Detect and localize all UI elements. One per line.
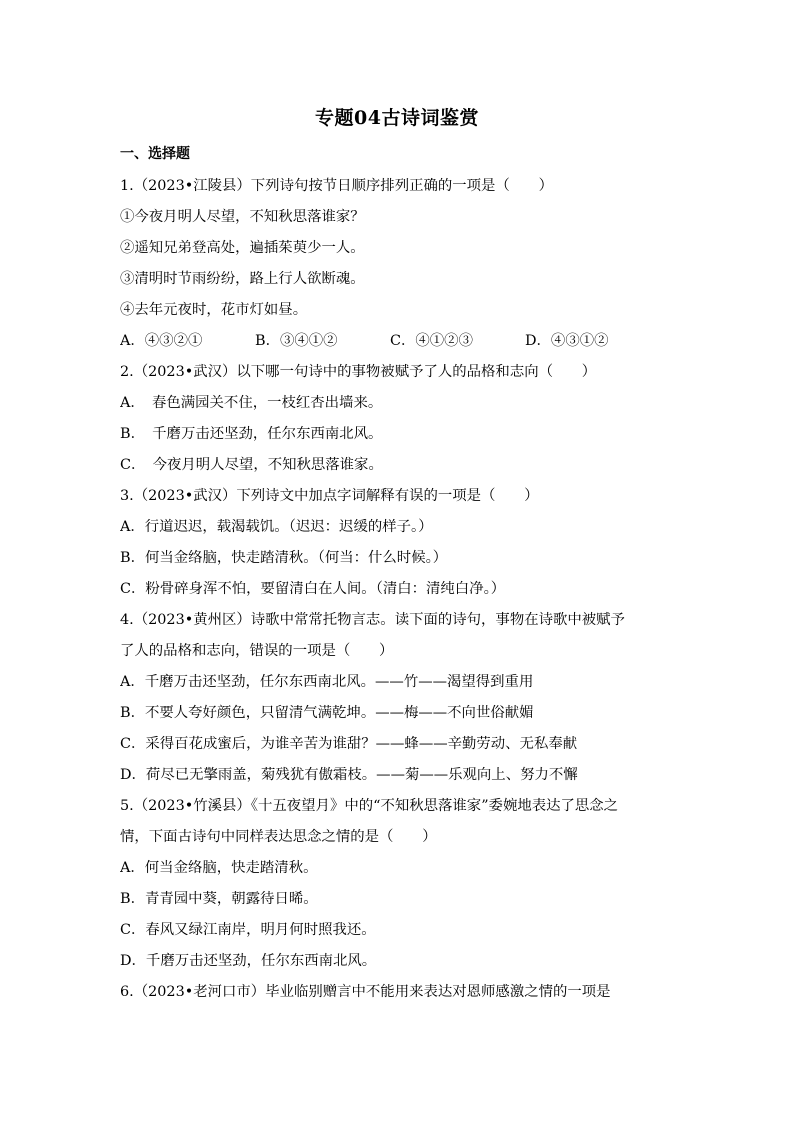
q1-option-d: D．④③①② [525,333,609,349]
q1-poem-line: ①今夜月明人尽望，不知秋思落谁家？ [120,209,365,225]
q4-option-b: B．不要人夸好颜色，只留清气满乾坤。——梅——不向世俗献媚 [120,705,534,721]
q2-option-b: B． 千磨万击还坚劲，任尔东西南北风。 [120,426,383,442]
q5-option-b: B．青青园中葵，朝露待日晞。 [120,891,318,907]
q3-option-c: C．粉骨碎身浑不怕，要留清白在人间。（清白：清纯白净。） [120,581,506,597]
q6-stem: 6.（2023•老河口市）毕业临别赠言中不能用来表达对恩师感激之情的一项是 [120,984,611,1000]
q5-stem: 5.（2023•竹溪县）《十五夜望月》中的“不知秋思落谁家”委婉地表达了思念之 [120,798,619,814]
q1-poem-line: ④去年元夜时，花市灯如昼。 [120,302,308,318]
q1-poem-line: ②遥知兄弟登高处，遍插茱萸少一人。 [120,240,365,256]
q1-option-b: B．③④①② [255,333,338,349]
q2-option-a: A． 春色满园关不住，一枝红杏出墙来。 [120,395,383,411]
q3-stem: 3.（2023•武汉）下列诗文中加点字词解释有误的一项是（ ） [120,488,539,504]
q2-option-c: C． 今夜月明人尽望，不知秋思落谁家。 [120,457,383,473]
q1-option-c: C．④①②③ [390,333,473,349]
q5-option-a: A．何当金络脑，快走踏清秋。 [120,860,318,876]
q4-option-a: A．千磨万击还坚劲，任尔东西南北风。——竹——渴望得到重用 [120,674,534,690]
q4-option-d: D．荷尽已无擎雨盖，菊残犹有傲霜枝。——菊——乐观向上、努力不懈 [120,767,578,783]
q1-options [120,330,680,361]
q4-stem-continued: 了人的品格和志向，错误的一项是（ ） [120,643,394,659]
section-heading: 一、选择题 [120,146,190,162]
q4-option-c: C．采得百花成蜜后，为谁辛苦为谁甜？——蜂——辛勤劳动、无私奉献 [120,736,578,752]
q2-stem: 2.（2023•武汉）以下哪一句诗中的事物被赋予了人的品格和志向（ ） [120,364,597,380]
q1-option-a: A．④③②① [120,333,203,349]
q4-stem: 4.（2023•黄州区）诗歌中常常托物言志。读下面的诗句，事物在诗歌中被赋予 [120,612,625,628]
q1-poem-line: ③清明时节雨纷纷，路上行人欲断魂。 [120,271,365,287]
q5-option-d: D．千磨万击还坚劲，任尔东西南北风。 [120,953,377,969]
q5-option-c: C．春风又绿江南岸，明月何时照我还。 [120,922,376,938]
question-list [120,175,680,1012]
q5-stem-continued: 情，下面古诗句中同样表达思念之情的是（ ） [120,829,437,845]
page-title: 专题04古诗词鉴赏 [315,107,479,129]
q3-option-a: A．行道迟迟，载渴载饥。（迟迟：迟缓的样子。） [120,519,433,535]
q1-stem: 1.（2023•江陵县）下列诗句按节日顺序排列正确的一项是（ ） [120,178,553,194]
q3-option-b: B．何当金络脑，快走踏清秋。（何当：什么时候。） [120,550,448,566]
